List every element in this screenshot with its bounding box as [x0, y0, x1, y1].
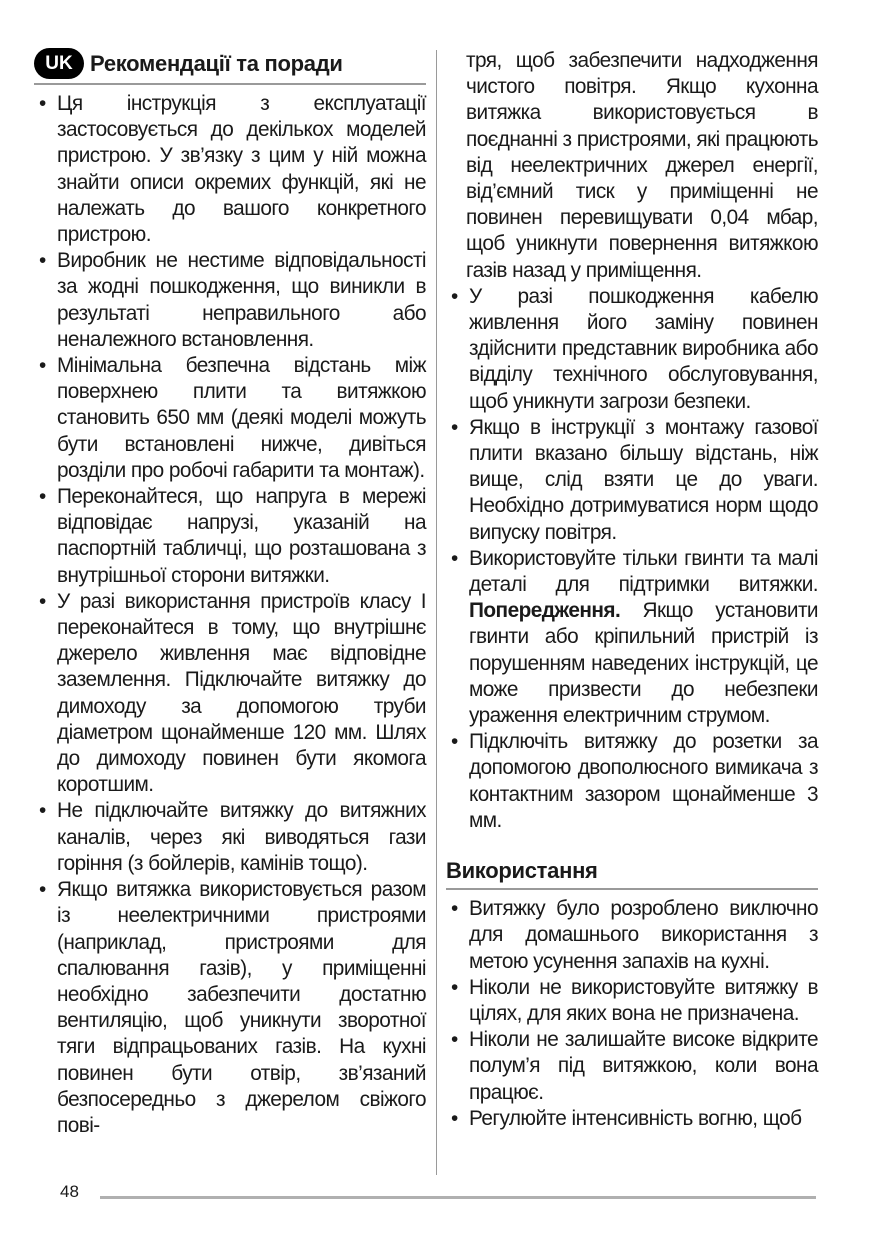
list-item-continuation: тря, щоб забезпечити надходження чистого повітря. Якщо кухонна витяжка використовується в поєднанні з пристроями, які працюють від неелектричних джерел енергії, від’ємний тиск у приміщенні не повинен перевищувати 0,04 мбар, щоб уникнути повернення витяжкою газів назад у приміщення.: [466, 49, 818, 282]
list-item: • У разі використання пристроїв класу I переконайтеся в тому, що внутрішнє джерело живлення має відповідне заземлення. Підключайте витяжку до димоходу за допомогою труби діаметром щонайменше 120 мм. Шлях до димоходу повинен бути якомога коротшим.: [34, 589, 426, 799]
recommendations-list: [34, 91, 426, 1139]
list-item: • Регулюйте інтенсивність вогню, щоб: [446, 1106, 818, 1132]
section-heading-recommendations: [34, 48, 426, 85]
list-item: • Не підключайте витяжку до витяжних каналів, через які виводяться гази горіння (з бойлерів, камінів тощо).: [34, 798, 426, 877]
list-item: • У разі пошкодження кабелю живлення його заміну повинен здійснити представник виробника або відділу технічного обслуговування, щоб уникнути загрози безпеки.: [446, 284, 818, 415]
left-column: [34, 48, 426, 1139]
list-item: • Якщо в інструкції з монтажу газової плити вказано більшу відстань, ніж вище, слід взяти це до уваги. Необхідно дотримуватися норм щодо випуску повітря.: [446, 415, 818, 546]
list-item: • Ніколи не використовуйте витяжку в цілях, для яких вона не призначена.: [446, 975, 818, 1027]
list-item-warning: [446, 546, 818, 729]
list-item: • Виробник не нестиме відповідальності за жодні пошкодження, що виникли в результаті неправильного або неналежного встановлення.: [34, 248, 426, 353]
list-item: • Переконайтеся, що напруга в мережі відповідає напрузі, указаній на паспортній табличці, що розташована з внутрішньої сторони витяжки.: [34, 484, 426, 589]
list-item: • Якщо витяжка використовується разом із неелектричними пристроями (наприклад, пристроями для спалювання газів), у приміщенні необхідно забезпечити достатню вентиляцію, щоб уникнути зворотної тяги відпрацьованих газів. На кухні повинен бути отвір, зв’язаний безпосередньо з джерелом свіжого пові-: [34, 877, 426, 1139]
column-divider: [436, 50, 437, 1175]
list-item: • Ця інструкція з експлуатації застосовується до декількох моделей пристрою. У зв’язку з цим у ній можна знайти описи окремих функцій, які не належать до вашого конкретного пристрою.: [34, 91, 426, 248]
section-title: Використання: [446, 858, 598, 884]
page-number: 48: [60, 1182, 79, 1201]
warning-label: Попередження.: [469, 599, 621, 623]
list-item: • Витяжку було розроблено виключно для домашнього використання з метою усунення запахів на кухні.: [446, 896, 818, 975]
list-item: • Підключіть витяжку до розетки за допомогою двополюсного вимикача з контактним зазором щонайменше 3 мм.: [446, 729, 818, 834]
list-item: • Мінімальна безпечна відстань між поверхнею плити та витяжкою становить 650 мм (деякі моделі можуть бути встановлені нижче, дивіться розділи про робочі габарити та монтаж).: [34, 353, 426, 484]
recommendations-list-continued: [446, 48, 818, 834]
warning-text-after: Якщо установити гвинти або кріпильний пристрій із порушенням наведених інструкцій, це може призвести до небезпеки ураження електричним струмом.: [469, 599, 819, 728]
section-heading-usage: [446, 858, 818, 890]
language-badge: UK: [34, 48, 84, 79]
right-column: [446, 48, 818, 1132]
section-title: Рекомендації та поради: [90, 50, 343, 76]
list-item: • Ніколи не залишайте високе відкрите полум’я під витяжкою, коли вона працює.: [446, 1027, 818, 1106]
warning-text-before: Використовуйте тільки гвинти та малі деталі для підтримки витяжки.: [469, 546, 818, 597]
usage-list: [446, 896, 818, 1132]
footer-rule: [100, 1196, 816, 1199]
